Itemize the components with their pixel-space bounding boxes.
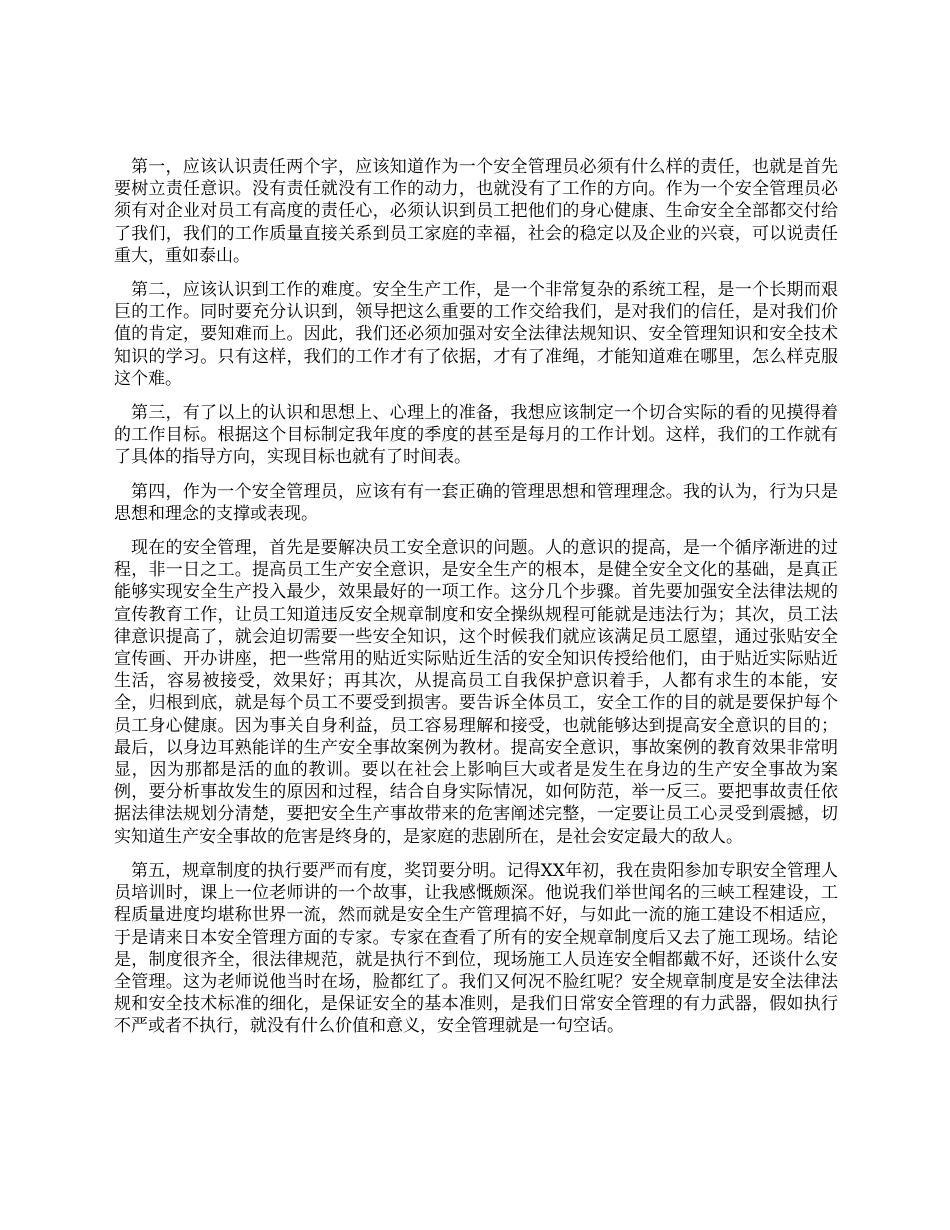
paragraph-4: 第四，作为一个安全管理员，应该有有一套正确的管理思想和管理理念。我的认为，行为只是思想和理念的支撑或表现。: [114, 481, 838, 524]
document-body: [114, 156, 838, 1050]
paragraph-1: 第一，应该认识责任两个字，应该知道作为一个安全管理员必须有什么样的责任，也就是首先要树立责任意识。没有责任就没有工作的动力，也就没有了工作的方向。作为一个安全管理员必须有对企业对员工有高度的责任心，必须认识到员工把他们的身心健康、生命安全全部都交付给了我们，我们的工作质量直接关系到员工家庭的幸福，社会的稳定以及企业的兴衰，可以说责任重大，重如泰山。: [114, 157, 838, 266]
paragraph-2: 第二，应该认识到工作的难度。安全生产工作，是一个非常复杂的系统工程，是一个长期而艰巨的工作。同时要充分认识到，领导把这么重要的工作交给我们，是对我们的信任，是对我们价值的肯定，要知难而上。因此，我们还必须加强对安全法律法规知识、安全管理知识和安全技术知识的学习。只有这样，我们的工作才有了依据，才有了准绳，才能知道难在哪里，怎么样克服这个难。: [114, 280, 838, 389]
paragraph-6: 第五，规章制度的执行要严而有度，奖罚要分明。记得XX年初，我在贵阳参加专职安全管理人员培训时，课上一位老师讲的一个故事，让我感慨颇深。他说我们举世闻名的三峡工程建设，工程质量进度均堪称世界一流，然而就是安全生产管理搞不好，与如此一流的施工建设不相适应，于是请来日本安全管理方面的专家。专家在查看了所有的安全规章制度后又去了施工现场。结论是，制度很齐全，很法律规范，就是执行不到位，现场施工人员连安全帽都戴不好，还谈什么安全管理。这为老师说他当时在场，脸都红了。我们又何况不脸红呢？安全规章制度是安全法律法规和安全技术标准的细化，是保证安全的基本准则，是我们日常安全管理的有力武器，假如执行不严或者不执行，就没有什么价值和意义，安全管理就是一句空话。: [114, 860, 838, 1037]
paragraph-3: 第三，有了以上的认识和思想上、心理上的准备，我想应该制定一个切合实际的看的见摸得着的工作目标。根据这个目标制定我年度的季度的甚至是每月的工作计划。这样，我们的工作就有了具体的指导方向，实现目标也就有了时间表。: [114, 403, 838, 468]
paragraph-5: 现在的安全管理，首先是要解决员工安全意识的问题。人的意识的提高，是一个循序渐进的过程，非一日之工。提高员工生产安全意识，是安全生产的根本，是健全安全文化的基础，是真正能够实现安全生产投入最少，效果最好的一项工作。这分几个步骤。首先要加强安全法律法规的宣传教育工作，让员工知道违反安全规章制度和安全操纵规程可能就是违法行为；其次，员工法律意识提高了，就会迫切需要一些安全知识，这个时候我们就应该满足员工愿望，通过张贴安全宣传画、开办讲座，把一些常用的贴近实际贴近生活的安全知识传授给他们，由于贴近实际贴近生活，容易被接受，效果好；再其次，从提高员工自我保护意识着手，人都有求生的本能，安全，归根到底，就是每个员工不要受到损害。要告诉全体员工，安全工作的目的就是要保护每个员工身心健康。因为事关自身利益，员工容易理解和接受，也就能够达到提高安全意识的目的；最后，以身边耳熟能详的生产安全事故案例为教材。提高安全意识，事故案例的教育效果非常明显，因为那都是活的血的教训。要以在社会上影响巨大或者是发生在身边的生产安全事故为案例，要分析事故发生的原因和过程，结合自身实际情况，如何防范，举一反三。要把事故责任依据法律法规划分清楚，要把安全生产事故带来的危害阐述完整，一定要让员工心灵受到震撼，切实知道生产安全事故的危害是终身的，是家庭的悲剧所在，是社会安定最大的敌人。: [114, 538, 838, 847]
